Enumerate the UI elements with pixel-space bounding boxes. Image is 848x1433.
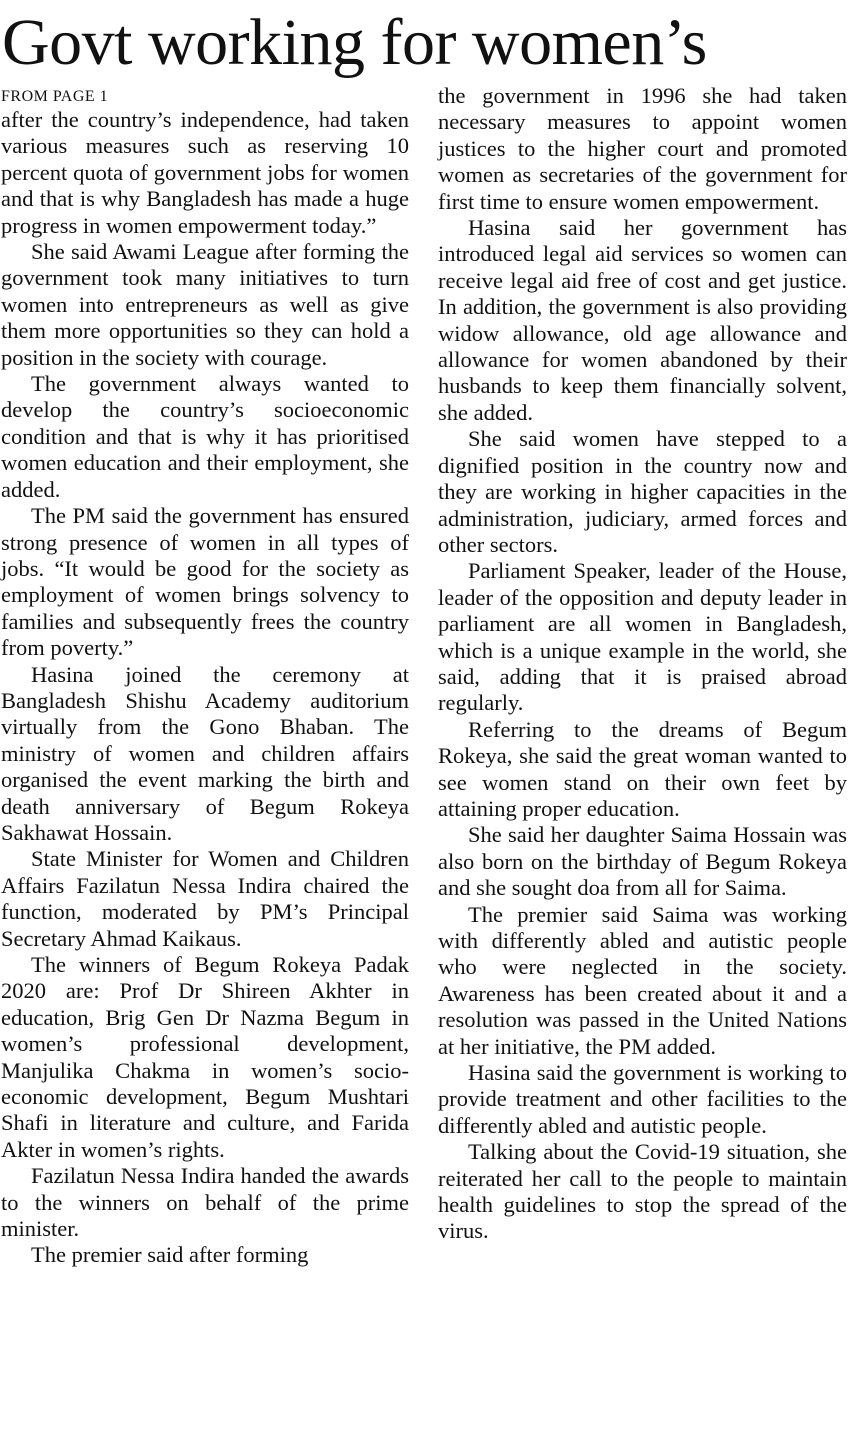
continuation-kicker: FROM PAGE 1 [1, 88, 109, 105]
paragraph: The government always wanted to develop the country’s socioeconomic condition and that is why it has prioritised women education and their employment, she added. [1, 371, 409, 502]
paragraph: Hasina said her government has introduced legal aid services so women can receive legal aid free of cost and get justice. In addition, the government is also providing widow allowance, old age allowance and allowance for women abandoned by their husbands to keep them financially solvent, she added. [438, 215, 847, 425]
paragraph: She said Awami League after forming the government took many initiatives to turn women into entrepreneurs as well as give them more opportunities so they can hold a position in the society with courage. [1, 239, 409, 370]
paragraph: The premier said Saima was working with differently abled and autistic people who were neglected in the society. Awareness has been created about it and a resolution was passed in the United Nations at her initiative, the PM added. [438, 901, 847, 1059]
paragraph: the government in 1996 she had taken necessary measures to appoint women justices to the higher court and promoted women as secretaries of the government for first time to ensure women empowerment. [438, 83, 847, 214]
paragraph: State Minister for Women and Children Affairs Fazilatun Nessa Indira chaired the function, moderated by PM’s Principal Secretary Ahmad Kaikaus. [1, 846, 409, 951]
paragraph: The premier said after forming [31, 1242, 309, 1268]
paragraph: after the country’s independence, had taken various measures such as reserving 10 percent quota of government jobs for women and that is why Bangladesh has made a huge progress in women empowerment today.” [1, 107, 409, 238]
paragraph: She said her daughter Saima Hossain was also born on the birthday of Begum Rokeya and she sought doa from all for Saima. [438, 822, 847, 901]
paragraph: Hasina joined the ceremony at Bangladesh Shishu Academy auditorium virtually from the Gono Bhaban. The ministry of women and children affairs organised the event marking the birth and death anniversary of Begum Rokeya Sakhawat Hossain. [1, 661, 409, 845]
paragraph: The PM said the government has ensured strong presence of women in all types of jobs. “It would be good for the society as employment of women brings solvency to families and subsequently frees the country from poverty.” [1, 503, 409, 661]
article-headline: Govt working for women’s [2, 6, 707, 79]
paragraph: She said women have stepped to a dignified position in the country now and they are working in higher capacities in the administration, judiciary, armed forces and other sectors. [438, 426, 847, 557]
paragraph: Talking about the Covid-19 situation, she reiterated her call to the people to maintain health guidelines to stop the spread of the virus. [438, 1139, 847, 1244]
paragraph: Parliament Speaker, leader of the House, leader of the opposition and deputy leader in parliament are all women in Bangladesh, which is a unique example in the world, she said, adding that it is praised abroad regularly. [438, 558, 847, 716]
paragraph: Fazilatun Nessa Indira handed the awards to the winners on behalf of the prime minister. [1, 1163, 409, 1242]
article-column-right [438, 83, 847, 1245]
paragraph: Hasina said the government is working to provide treatment and other facilities to the differently abled and autistic people. [438, 1060, 847, 1138]
paragraph: The winners of Begum Rokeya Padak 2020 are: Prof Dr Shireen Akhter in education, Brig Gen Dr Nazma Begum in women’s professional development, Manjulika Chakma in women’s socio-economic development, Begum Mushtari Shafi in literature and culture, and Farida Akter in women’s rights. [1, 952, 409, 1162]
article-column-left [1, 83, 409, 1269]
paragraph: Referring to the dreams of Begum Rokeya, she said the great woman wanted to see women stand on their own feet by attaining proper education. [438, 716, 847, 821]
